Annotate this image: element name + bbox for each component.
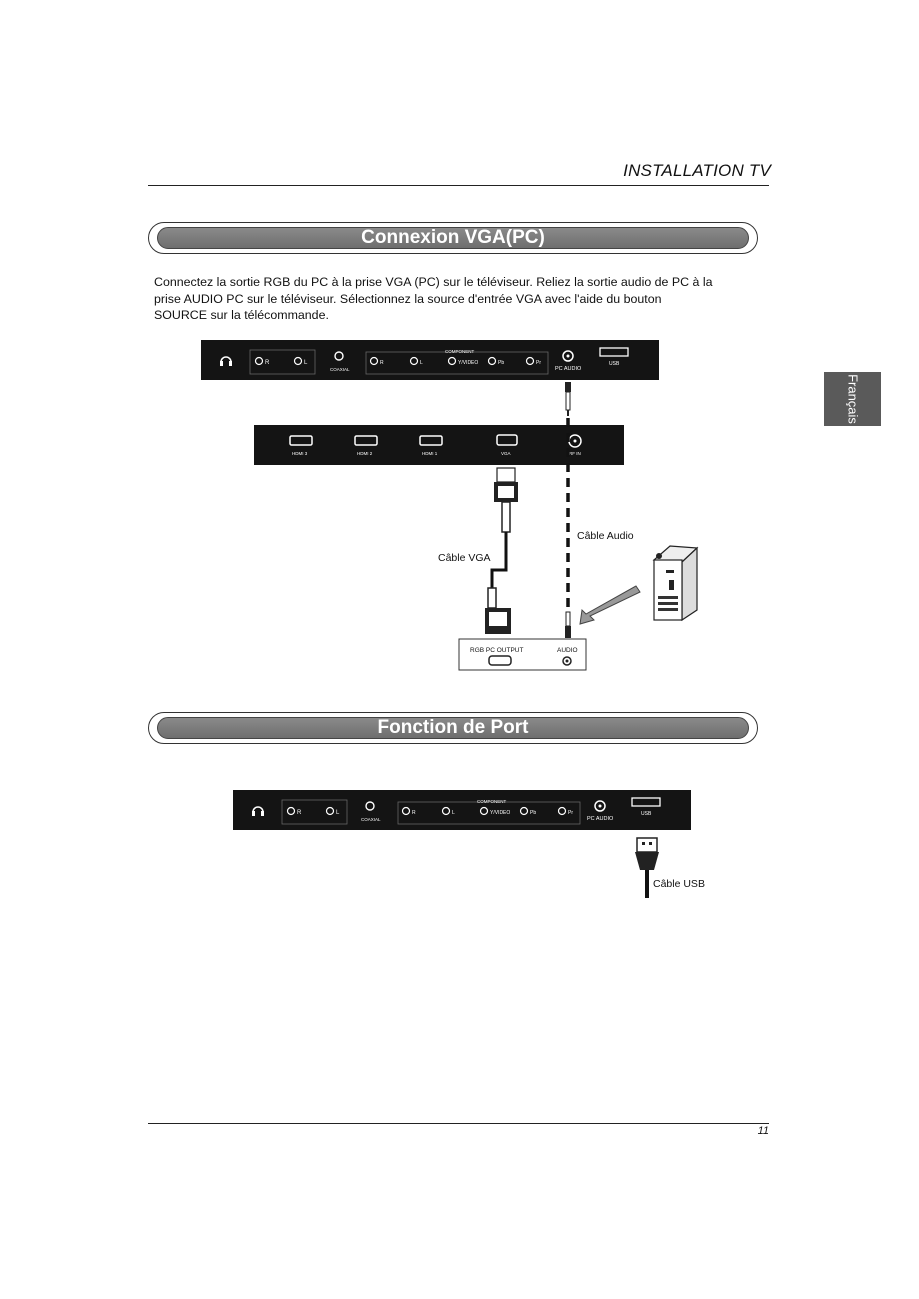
- svg-text:Pb: Pb: [530, 810, 537, 816]
- svg-text:PC AUDIO: PC AUDIO: [587, 816, 614, 822]
- panel-label-coaxial: COAXIAL: [330, 367, 350, 372]
- panel-label-pc-audio: PC AUDIO: [555, 366, 582, 372]
- svg-text:USB: USB: [641, 811, 652, 817]
- svg-text:L: L: [452, 810, 455, 816]
- svg-text:R: R: [380, 360, 384, 366]
- pc-audio-label: AUDIO: [557, 647, 578, 654]
- side-label-hdmi2: HDMI 2: [357, 451, 373, 456]
- running-header: INSTALLATION TV: [623, 161, 771, 180]
- language-tab-label: Français: [845, 374, 860, 424]
- svg-text:R: R: [297, 810, 302, 816]
- audio-cable-label: Câble Audio: [577, 530, 634, 542]
- panel-label-r: R: [265, 360, 270, 366]
- side-label-hdmi1: HDMI 1: [422, 451, 438, 456]
- svg-text:COAXIAL: COAXIAL: [361, 817, 381, 822]
- section-title-vga: Connexion VGA(PC): [361, 227, 545, 248]
- footer-rule: [148, 1123, 769, 1124]
- panel-label-l: L: [304, 360, 308, 366]
- side-label-hdmi3: HDMI 3: [292, 451, 308, 456]
- rear-panel-bottom: [233, 790, 691, 830]
- usb-cable-label: Câble USB: [653, 878, 705, 890]
- page-number: 11: [757, 1125, 769, 1137]
- panel-label-usb: USB: [609, 361, 620, 367]
- section-title-port: Fonction de Port: [377, 717, 529, 738]
- side-label-vga: VGA: [501, 451, 511, 456]
- svg-text:L: L: [336, 810, 340, 816]
- svg-text:L: L: [420, 360, 423, 366]
- panel-label-component: COMPONENT: [445, 349, 475, 354]
- instruction-paragraph: Connectez la sortie RGB du PC à la prise VGA (PC) sur le téléviseur. Reliez la sortie audio de PC à la prise AUDIO PC sur le téléviseur. Sélectionnez la source d'entrée VGA avec l'aide du bouton SOURCE sur la télécommande.: [154, 275, 713, 322]
- svg-text:Pr: Pr: [536, 360, 541, 366]
- vga-cable-label: Câble VGA: [438, 552, 491, 564]
- side-label-rf-in: RF IN: [569, 451, 581, 456]
- svg-text:Pb: Pb: [498, 360, 505, 366]
- svg-text:R: R: [412, 810, 416, 816]
- svg-text:Y/VIDEO: Y/VIDEO: [490, 810, 511, 816]
- svg-text:Pr: Pr: [568, 810, 573, 816]
- svg-text:Y/VIDEO: Y/VIDEO: [458, 360, 479, 366]
- rgb-pc-output-label: RGB PC OUTPUT: [470, 647, 524, 654]
- svg-text:COMPONENT: COMPONENT: [477, 799, 507, 804]
